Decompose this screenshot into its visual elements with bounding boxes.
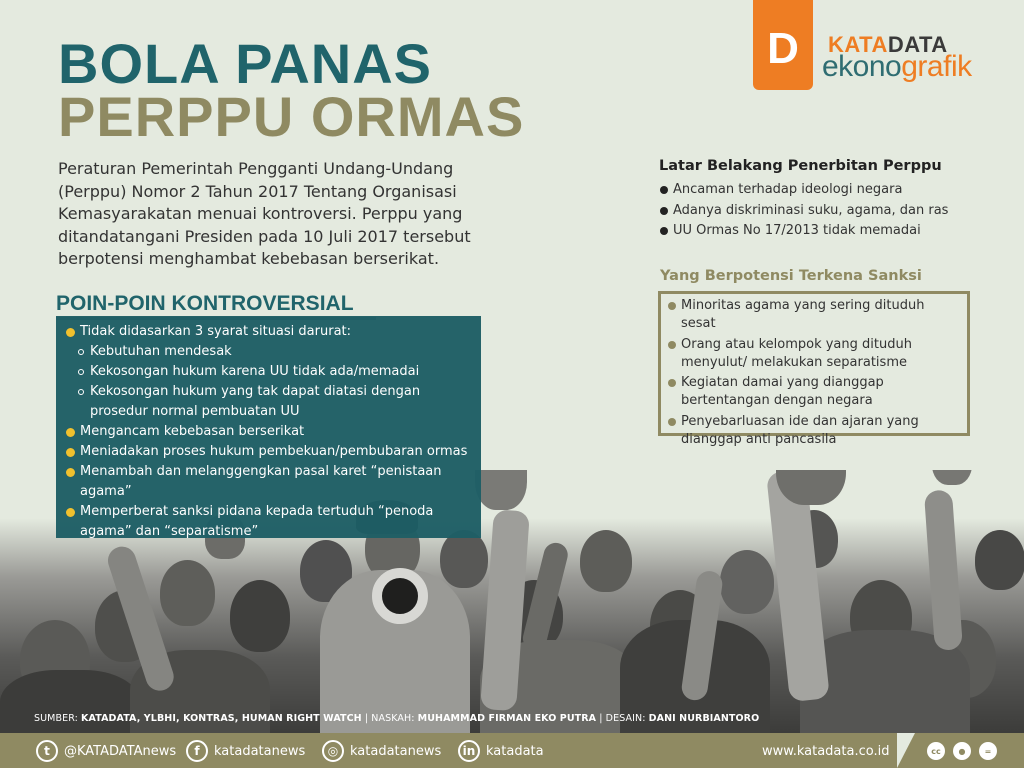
latar-list	[659, 180, 948, 242]
website-url: www.katadata.co.id	[762, 743, 890, 759]
facebook-icon: f	[186, 740, 208, 762]
footer-corner	[897, 733, 915, 768]
facebook-handle: katadatanews	[214, 743, 306, 759]
latar-heading: Latar Belakang Penerbitan Perppu	[659, 158, 942, 174]
logo-brand-kata: KATA	[828, 32, 888, 57]
linkedin-link[interactable]	[458, 739, 544, 763]
nd-icon: =	[979, 742, 997, 760]
logo-sub-grafik: grafik	[901, 50, 972, 83]
twitter-icon: t	[36, 740, 58, 762]
latar-item: Ancaman terhadap ideologi negara	[659, 180, 948, 201]
twitter-handle: @KATADATAnews	[64, 743, 177, 759]
poin-heading: POIN-POIN KONTROVERSIAL	[56, 291, 376, 320]
source-label: SUMBER:	[34, 713, 78, 724]
facebook-link[interactable]	[186, 739, 305, 763]
poin-item: Menambah dan melanggengkan pasal karet “penistaan agama”	[66, 462, 473, 502]
poin-list-box	[56, 316, 481, 538]
poin-item: Memperberat sanksi pidana kepada tertuduh “penoda agama” dan “separatisme”	[66, 502, 473, 542]
cc-icon: cc	[927, 742, 945, 760]
page-title-line1: BOLA PANAS	[58, 32, 432, 95]
latar-item: UU Ormas No 17/2013 tidak memadai	[659, 221, 948, 242]
poin-item: Mengancam kebebasan berserikat	[66, 422, 473, 442]
source-credits: SUMBER: KATADATA, YLBHI, KONTRAS, HUMAN RIGHT WATCH | NASKAH: MUHAMMAD FIRMAN EKO PUTRA | DESAIN: DANI NURBIANTORO	[34, 713, 760, 724]
desain-label: DESAIN:	[605, 713, 646, 724]
by-icon: ●	[953, 742, 971, 760]
sanksi-item: Kegiatan damai yang dianggap bertentangan dengan negara	[667, 374, 961, 410]
twitter-link[interactable]	[36, 739, 176, 763]
logo-sub-ekono: ekono	[822, 50, 902, 83]
page-title-line2: PERPPU ORMAS	[58, 85, 525, 148]
linkedin-handle: katadata	[486, 743, 544, 759]
website-link[interactable]	[762, 739, 889, 763]
sanksi-item: Orang atau kelompok yang dituduh menyulut/ melakukan separatisme	[667, 336, 961, 372]
logo-subbrand	[822, 50, 972, 84]
logo-letter: D	[767, 24, 799, 73]
latar-item: Adanya diskriminasi suku, agama, dan ras	[659, 201, 948, 222]
intro-paragraph: Peraturan Pemerintah Pengganti Undang-Undang (Perppu) Nomor 2 Tahun 2017 Tentang Organisasi Kemasyarakatan menuai kontroversi. Perppu yang ditandatangani Presiden pada 10 Juli 2017 tersebut berpotensi menghambat kebebasan berserikat.	[58, 159, 471, 268]
source-value: KATADATA, YLBHI, KONTRAS, HUMAN RIGHT WATCH	[81, 713, 362, 724]
sanksi-list	[667, 297, 961, 449]
sanksi-item: Penyebarluasan ide dan ajaran yang dianggap anti pancasila	[667, 413, 961, 449]
poin-item: Meniadakan proses hukum pembekuan/pembubaran ormas	[66, 442, 473, 462]
poin-subitem: Kekosongan hukum yang tak dapat diatasi dengan prosedur normal pembuatan UU	[66, 382, 473, 422]
poin-item: Tidak didasarkan 3 syarat situasi darurat:	[66, 322, 473, 342]
poin-list	[66, 322, 473, 542]
footer-bar	[0, 733, 1024, 768]
desain-value: DANI NURBIANTORO	[648, 713, 760, 724]
poin-subitem: Kekosongan hukum karena UU tidak ada/memadai	[66, 362, 473, 382]
katadata-logo-mark	[753, 0, 813, 90]
sanksi-box	[658, 291, 970, 447]
naskah-label: NASKAH:	[371, 713, 415, 724]
instagram-handle: katadatanews	[350, 743, 442, 759]
instagram-link[interactable]	[322, 739, 441, 763]
naskah-value: MUHAMMAD FIRMAN EKO PUTRA	[417, 713, 597, 724]
sanksi-item: Minoritas agama yang sering dituduh sesat	[667, 297, 961, 333]
linkedin-icon: in	[458, 740, 480, 762]
poin-subitem: Kebutuhan mendesak	[66, 342, 473, 362]
logo-brand-data: DATA	[887, 32, 948, 57]
sanksi-heading: Yang Berpotensi Terkena Sanksi	[660, 268, 922, 284]
instagram-icon: ◎	[322, 740, 344, 762]
